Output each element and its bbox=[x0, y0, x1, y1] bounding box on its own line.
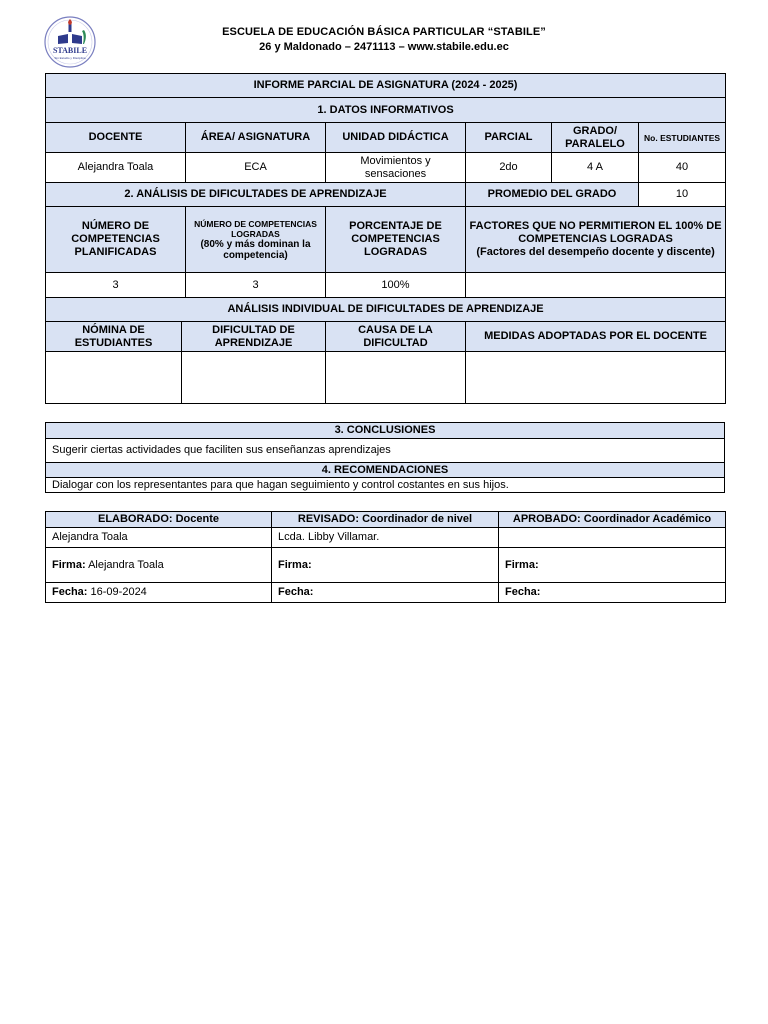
promedio-value: 10 bbox=[639, 183, 726, 207]
header-elaborado: ELABORADO: Docente bbox=[46, 512, 272, 528]
value-factores bbox=[466, 273, 726, 298]
elaborado-name: Alejandra Toala bbox=[46, 528, 272, 548]
header-parcial: PARCIAL bbox=[466, 123, 552, 153]
cell-causa bbox=[326, 352, 466, 404]
cell-dificultad bbox=[182, 352, 326, 404]
value-parcial: 2do bbox=[466, 153, 552, 183]
header-nomina: NÓMINA DE ESTUDIANTES bbox=[46, 322, 182, 352]
conclusiones-text: Sugerir ciertas actividades que faciliten sus enseñanzas aprendizajes bbox=[46, 439, 725, 463]
header-grado: GRADO/ PARALELO bbox=[552, 123, 639, 153]
value-logradas: 3 bbox=[186, 273, 326, 298]
header-estudiantes: No. ESTUDIANTES bbox=[639, 123, 726, 153]
section-analisis-individual: ANÁLISIS INDIVIDUAL DE DIFICULTADES DE APRENDIZAJE bbox=[46, 298, 726, 322]
header-factores bbox=[466, 207, 726, 273]
header-causa: CAUSA DE LA DIFICULTAD bbox=[326, 322, 466, 352]
cell-medidas bbox=[466, 352, 726, 404]
header-revisado: REVISADO: Coordinador de nivel bbox=[272, 512, 499, 528]
cell-nomina bbox=[46, 352, 182, 404]
header-medidas: MEDIDAS ADOPTADAS POR EL DOCENTE bbox=[466, 322, 726, 352]
value-area: ECA bbox=[186, 153, 326, 183]
report-title: INFORME PARCIAL DE ASIGNATURA (2024 - 2025) bbox=[46, 74, 726, 98]
value-docente: Alejandra Toala bbox=[46, 153, 186, 183]
header-porcentaje: PORCENTAJE DE COMPETENCIAS LOGRADAS bbox=[326, 207, 466, 273]
promedio-label: PROMEDIO DEL GRADO bbox=[466, 183, 639, 207]
header-unidad: UNIDAD DIDÁCTICA bbox=[326, 123, 466, 153]
document-header bbox=[44, 14, 724, 68]
fecha-elaborado-value: 16-09-2024 bbox=[90, 586, 147, 598]
firma-elaborado-value: Alejandra Toala bbox=[88, 558, 164, 571]
report-main-table bbox=[45, 73, 726, 404]
header-docente: DOCENTE bbox=[46, 123, 186, 153]
logo-wordmark: STABILE bbox=[52, 46, 88, 55]
firma-elaborado bbox=[46, 548, 272, 583]
value-estudiantes: 40 bbox=[639, 153, 726, 183]
section-datos-informativos: 1. DATOS INFORMATIVOS bbox=[46, 98, 726, 123]
section-conclusiones: 3. CONCLUSIONES bbox=[46, 423, 725, 439]
factores-title: FACTORES QUE NO PERMITIERON EL 100% DE COMPETENCIAS LOGRADAS bbox=[469, 220, 722, 245]
value-planificadas: 3 bbox=[46, 273, 186, 298]
fecha-aprobado: Fecha: bbox=[499, 583, 726, 603]
fecha-revisado: Fecha: bbox=[272, 583, 499, 603]
logradas-title: NÚMERO DE COMPETENCIAS LOGRADAS bbox=[194, 218, 317, 239]
revisado-name: Lcda. Libby Villamar. bbox=[272, 528, 499, 548]
logo-motto: Sin Estudio y Disciplina bbox=[54, 56, 86, 60]
header-competencias-planificadas: NÚMERO DE COMPETENCIAS PLANIFICADAS bbox=[46, 207, 186, 273]
signatures-table bbox=[45, 511, 726, 603]
header-aprobado: APROBADO: Coordinador Académico bbox=[499, 512, 726, 528]
aprobado-name bbox=[499, 528, 726, 548]
school-name: ESCUELA DE EDUCACIÓN BÁSICA PARTICULAR “STABILE” bbox=[222, 26, 546, 38]
firma-aprobado: Firma: bbox=[499, 548, 726, 583]
logradas-note: (80% y más dominan la competencia) bbox=[200, 238, 311, 261]
value-unidad: Movimientos y sensaciones bbox=[326, 153, 466, 183]
fecha-label: Fecha: bbox=[52, 586, 88, 598]
value-grado: 4 A bbox=[552, 153, 639, 183]
section-recomendaciones: 4. RECOMENDACIONES bbox=[46, 463, 725, 478]
factores-note: (Factores del desempeño docente y discente) bbox=[476, 246, 715, 258]
firma-revisado: Firma: bbox=[272, 548, 499, 583]
value-porcentaje: 100% bbox=[326, 273, 466, 298]
firma-label: Firma: bbox=[52, 558, 86, 571]
school-address: 26 y Maldonado – 2471113 – www.stabile.edu.ec bbox=[259, 41, 509, 53]
header-competencias-logradas bbox=[186, 207, 326, 273]
conclusions-table bbox=[45, 422, 725, 493]
header-dificultad: DIFICULTAD DE APRENDIZAJE bbox=[182, 322, 326, 352]
recomendaciones-text: Dialogar con los representantes para que hagan seguimiento y control costantes en sus hijos. bbox=[46, 478, 725, 493]
section-analisis: 2. ANÁLISIS DE DIFICULTADES DE APRENDIZAJE bbox=[46, 183, 466, 207]
header-area: ÁREA/ ASIGNATURA bbox=[186, 123, 326, 153]
fecha-elaborado bbox=[46, 583, 272, 603]
